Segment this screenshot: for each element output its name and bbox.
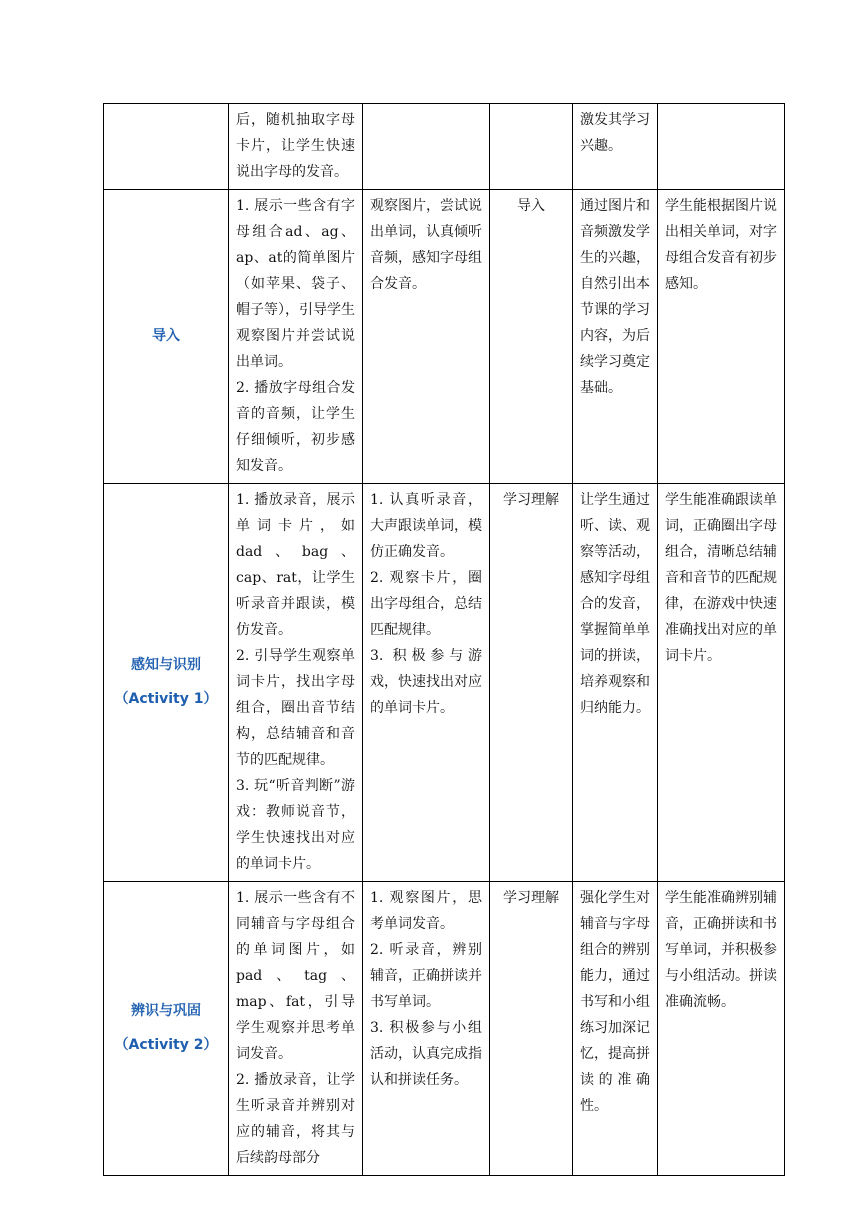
phase-cell: 导入 <box>490 190 573 484</box>
evaluation-cell: 学生能根据图片说出相关单词，对字母组合发音有初步感知。 <box>658 190 785 484</box>
design-intent-cell: 强化学生对辅音与字母组合的辨别能力，通过书写和小组练习加深记忆，提高拼读的准确性。 <box>573 882 658 1176</box>
student-activity-cell: 观察图片，尝试说出单词，认真倾听音频，感知字母组合发音。 <box>363 190 490 484</box>
phase-cell <box>490 104 573 190</box>
phase-cell: 学习理解 <box>490 484 573 882</box>
table-row <box>104 104 785 190</box>
design-intent-cell: 激发其学习兴趣。 <box>573 104 658 190</box>
stage-cell <box>104 190 229 484</box>
stage-cell <box>104 882 229 1176</box>
teacher-activity-cell: 后，随机抽取字母卡片，让学生快速说出字母的发音。 <box>229 104 363 190</box>
table-row <box>104 190 785 484</box>
student-activity-cell <box>363 882 490 1176</box>
design-intent-cell: 让学生通过听、读、观察等活动，感知字母组合的发音，掌握简单单词的拼读，培养观察和归纳能力。 <box>573 484 658 882</box>
student-step: 2. 观察卡片，圈出字母组合，总结匹配规律。 <box>370 570 482 638</box>
evaluation-cell <box>658 104 785 190</box>
phase-cell: 学习理解 <box>490 882 573 1176</box>
activity-label: （Activity 2） <box>114 1037 218 1053</box>
student-activity-cell <box>363 484 490 882</box>
stage-title: 感知与识别 <box>131 657 201 673</box>
table-row <box>104 484 785 882</box>
student-step: 3. 积极参与游戏，快速找出对应的单词卡片。 <box>370 648 482 716</box>
evaluation-cell: 学生能准确跟读单词，正确圈出字母组合，清晰总结辅音和音节的匹配规律，在游戏中快速准确找出对应的单词卡片。 <box>658 484 785 882</box>
teacher-activity-cell <box>229 190 363 484</box>
teacher-step: 1. 展示一些含有字母组合ad、ag、ap、at的简单图片（如苹果、袋子、帽子等），引导学生观察图片并尝试说出单词。 <box>236 198 355 370</box>
evaluation-cell: 学生能准确辨别辅音，正确拼读和书写单词，并积极参与小组活动。拼读准确流畅。 <box>658 882 785 1176</box>
teacher-step: 2. 播放录音，让学生听录音并辨别对应的辅音，将其与后续韵母部分 <box>236 1072 355 1166</box>
student-step: 3. 积极参与小组活动，认真完成指认和拼读任务。 <box>370 1020 482 1088</box>
teacher-step: 1. 展示一些含有不同辅音与字母组合的单词图片，如pad、tag、map、fat，引导学生观察并思考单词发音。 <box>236 890 355 1062</box>
teacher-activity-cell <box>229 484 363 882</box>
lesson-plan-table <box>103 103 785 1176</box>
student-step: 1. 观察图片，思考单词发音。 <box>370 890 482 932</box>
teacher-step: 2. 引导学生观察单词卡片，找出字母组合，圈出音节结构，总结辅音和音节的匹配规律。 <box>236 648 355 768</box>
stage-cell <box>104 484 229 882</box>
teacher-step: 3. 玩“听音判断”游戏：教师说音节，学生快速找出对应的单词卡片。 <box>236 778 355 872</box>
stage-title: 导入 <box>152 328 180 344</box>
activity-label: （Activity 1） <box>114 691 218 707</box>
teacher-step: 2. 播放字母组合发音的音频，让学生仔细倾听，初步感知发音。 <box>236 380 355 474</box>
teacher-step: 1. 播放录音，展示单词卡片，如dad、bag、cap、rat，让学生听录音并跟读，模仿发音。 <box>236 492 355 638</box>
teacher-activity-cell <box>229 882 363 1176</box>
student-step: 1. 认真听录音，大声跟读单词，模仿正确发音。 <box>370 492 482 560</box>
stage-title: 辨识与巩固 <box>131 1003 201 1019</box>
table-row <box>104 882 785 1176</box>
student-activity-cell <box>363 104 490 190</box>
stage-cell <box>104 104 229 190</box>
design-intent-cell: 通过图片和音频激发学生的兴趣，自然引出本节课的学习内容，为后续学习奠定基础。 <box>573 190 658 484</box>
student-step: 2. 听录音，辨别辅音，正确拼读并书写单词。 <box>370 942 482 1010</box>
